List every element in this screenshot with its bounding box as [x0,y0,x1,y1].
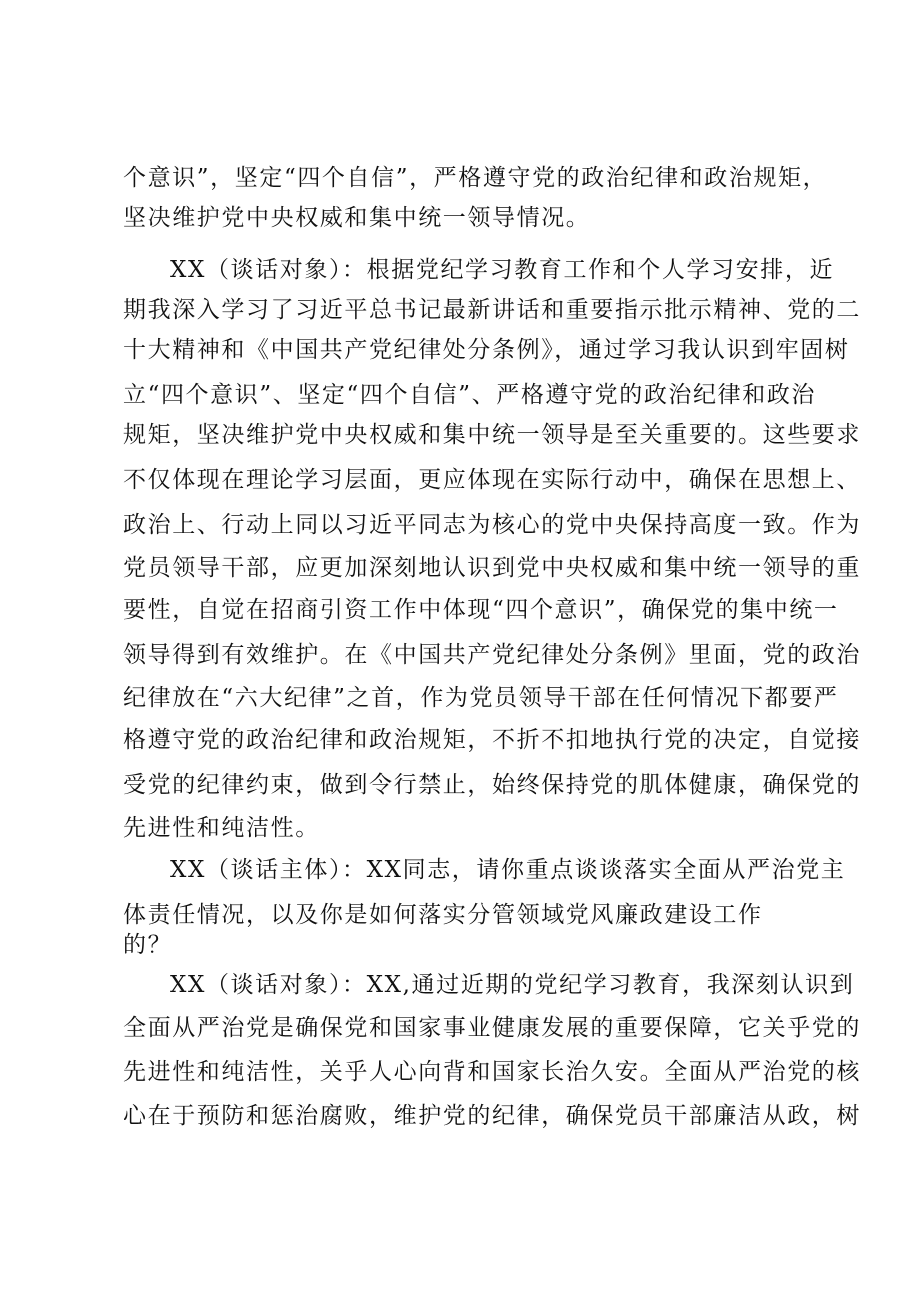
text-line: 格遵守党的政治纪律和政治规矩，不折不扣地执行党的决定，自觉接 [123,727,861,753]
text-line: 党员领导干部，应更加深刻地认识到党中央权威和集中统一领导的重 [123,555,861,581]
text-line: 领导得到有效维护。在《中国共产党纪律处分条例》里面，党的政治 [123,642,861,668]
text-line: 期我深入学习了习近平总书记最新讲话和重要指示批示精神、党的二 [123,297,861,323]
text-line: 政治上、行动上同以习近平同志为核心的党中央保持高度一致。作为 [123,512,861,538]
text-line: 全面从严治党是确保党和国家事业健康发展的重要保障，它关乎党的 [123,1015,861,1041]
text-line: 的？ [123,932,173,958]
text-line: 体责任情况，以及你是如何落实分管领域党风廉政建设工作 [123,902,763,928]
text-line: XX（谈话主体）：XX同志，请你重点谈谈落实全面从严治党主 [170,857,846,883]
text-line: 立“四个意识”、坚定“四个自信”、严格遵守党的政治纪律和政治 [123,382,817,408]
text-line: 先进性和纯洁性。 [123,815,320,841]
text-line: 纪律放在“六大纪律”之首，作为党员领导干部在任何情况下都要严 [123,685,839,711]
text-line: 不仅体现在理论学习层面，更应体现在实际行动中，确保在思想上、 [123,467,861,493]
text-line: 心在于预防和惩治腐败，维护党的纪律，确保党员干部廉洁从政，树 [123,1103,861,1129]
text-line: 受党的纪律约束，做到令行禁止，始终保持党的肌体健康，确保党的 [123,772,861,798]
text-line: 十大精神和《中国共产党纪律处分条例》，通过学习我认识到牢固树 [123,337,850,363]
text-line: 先进性和纯洁性，关乎人心向背和国家长治久安。全面从严治党的核 [123,1059,861,1085]
text-line: 坚决维护党中央权威和集中统一领导情况。 [123,205,591,231]
text-line: XX（谈话对象）：根据党纪学习教育工作和个人学习安排，近 [170,257,835,283]
text-line: 要性，自觉在招商引资工作中体现“四个意识”，确保党的集中统一 [123,597,839,623]
text-line: XX（谈话对象）：XX,通过近期的党纪学习教育，我深刻认识到 [170,972,855,998]
text-line: 个意识”，坚定“四个自信”，严格遵守党的政治纪律和政治规矩， [123,165,828,191]
text-line: 规矩，坚决维护党中央权威和集中统一领导是至关重要的。这些要求 [123,422,861,448]
